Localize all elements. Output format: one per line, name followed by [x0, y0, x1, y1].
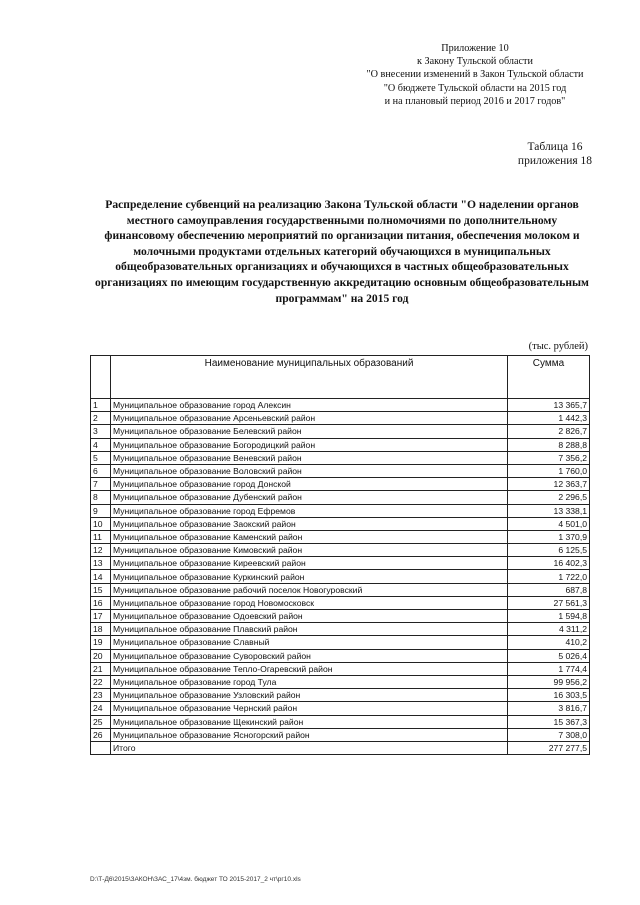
row-number: 16 [91, 596, 111, 609]
row-name: Муниципальное образование Славный [111, 636, 508, 649]
row-name: Муниципальное образование Дубенский район [111, 491, 508, 504]
table-reference [500, 140, 610, 168]
row-sum: 4 311,2 [508, 623, 590, 636]
file-path-footer: D:\Т-Д6\2015\ЗАКОН\ЗАС_17\4зм. бюджет ТО 2015-2017_2 чт\рг10.xls [90, 876, 301, 883]
row-name: Муниципальное образование Плавский район [111, 623, 508, 636]
row-number: 21 [91, 662, 111, 675]
row-name: Муниципальное образование Заокский район [111, 517, 508, 530]
row-number: 18 [91, 623, 111, 636]
row-number: 17 [91, 610, 111, 623]
row-name: Муниципальное образование Богородицкий район [111, 438, 508, 451]
row-name: Муниципальное образование город Новомосковск [111, 596, 508, 609]
header-number [91, 356, 111, 399]
table-row [91, 662, 590, 675]
row-name: Муниципальное образование город Тула [111, 675, 508, 688]
appendix-number: приложения 18 [517, 155, 593, 167]
row-sum: 1 370,9 [508, 530, 590, 543]
table-row [91, 530, 590, 543]
table-row [91, 610, 590, 623]
row-sum: 1 760,0 [508, 464, 590, 477]
row-number: 2 [91, 412, 111, 425]
row-number: 1 [91, 399, 111, 412]
table-row [91, 425, 590, 438]
row-sum: 4 501,0 [508, 517, 590, 530]
total-row [91, 741, 590, 754]
row-sum: 410,2 [508, 636, 590, 649]
row-number: 24 [91, 702, 111, 715]
row-sum: 13 338,1 [508, 504, 590, 517]
row-number: 7 [91, 478, 111, 491]
row-name: Муниципальное образование город Алексин [111, 399, 508, 412]
row-sum: 8 288,8 [508, 438, 590, 451]
row-name: Муниципальное образование Щекинский район [111, 715, 508, 728]
row-number: 10 [91, 517, 111, 530]
row-sum: 7 308,0 [508, 728, 590, 741]
row-number: 25 [91, 715, 111, 728]
row-number: 26 [91, 728, 111, 741]
row-number: 22 [91, 675, 111, 688]
row-name: Муниципальное образование Белевский район [111, 425, 508, 438]
total-number [91, 741, 111, 754]
table-number: Таблица 16 [527, 141, 583, 153]
row-name: Муниципальное образование Чернский район [111, 702, 508, 715]
table-row [91, 649, 590, 662]
row-number: 9 [91, 504, 111, 517]
table-row [91, 451, 590, 464]
row-number: 14 [91, 570, 111, 583]
table-row [91, 728, 590, 741]
table-row [91, 412, 590, 425]
table-row [91, 596, 590, 609]
row-sum: 12 363,7 [508, 478, 590, 491]
row-sum: 2 826,7 [508, 425, 590, 438]
row-sum: 2 296,5 [508, 491, 590, 504]
table-row [91, 583, 590, 596]
row-name: Муниципальное образование Арсеньевский район [111, 412, 508, 425]
row-name: Муниципальное образование рабочий поселок Новогуровский [111, 583, 508, 596]
row-number: 23 [91, 689, 111, 702]
row-sum: 6 125,5 [508, 544, 590, 557]
table-row [91, 675, 590, 688]
annex-line: и на плановый период 2016 и 2017 годов" [384, 95, 566, 107]
row-number: 11 [91, 530, 111, 543]
table-header-row [91, 356, 590, 399]
row-name: Муниципальное образование Киреевский район [111, 557, 508, 570]
row-number: 4 [91, 438, 111, 451]
annex-line: к Закону Тульской области [417, 56, 533, 68]
table-row [91, 570, 590, 583]
annex-line: "О бюджете Тульской области на 2015 год [383, 82, 567, 94]
table-row [91, 438, 590, 451]
row-number: 19 [91, 636, 111, 649]
row-sum: 1 442,3 [508, 412, 590, 425]
row-name: Муниципальное образование Тепло-Огаревский район [111, 662, 508, 675]
row-sum: 16 402,3 [508, 557, 590, 570]
row-sum: 1 774,4 [508, 662, 590, 675]
header-sum: Сумма [508, 356, 590, 399]
annex-line: "О внесении изменений в Закон Тульской области [366, 69, 584, 81]
total-sum: 277 277,5 [508, 741, 590, 754]
table-row [91, 491, 590, 504]
row-sum: 3 816,7 [508, 702, 590, 715]
table-row [91, 715, 590, 728]
table-row [91, 504, 590, 517]
table-row [91, 636, 590, 649]
row-number: 15 [91, 583, 111, 596]
table-row [91, 464, 590, 477]
row-name: Муниципальное образование город Донской [111, 478, 508, 491]
table-row [91, 478, 590, 491]
total-label: Итого [111, 741, 508, 754]
row-name: Муниципальное образование Ясногорский район [111, 728, 508, 741]
row-sum: 1 722,0 [508, 570, 590, 583]
annex-line: Приложение 10 [441, 43, 509, 54]
row-number: 5 [91, 451, 111, 464]
header-name: Наименование муниципальных образований [111, 356, 508, 399]
row-sum: 15 367,3 [508, 715, 590, 728]
table-row [91, 544, 590, 557]
row-sum: 16 303,5 [508, 689, 590, 702]
table-row [91, 623, 590, 636]
annex-header [330, 42, 620, 108]
row-name: Муниципальное образование Узловский район [111, 689, 508, 702]
row-number: 12 [91, 544, 111, 557]
row-number: 13 [91, 557, 111, 570]
row-name: Муниципальное образование Одоевский район [111, 610, 508, 623]
row-sum: 1 594,8 [508, 610, 590, 623]
document-title: Распределение субвенций на реализацию Закона Тульской области "О наделении органов местного самоуправления государственными полномочиями по дополнительному финансовому обеспечению мероприятий по организации питания, обеспечения молоком и молочными продуктами отдельных категорий обучающихся в муниципальных общеобразовательных организациях и обучающихся в частных общеобразовательных организациях по имеющим государственную аккредитацию основным общеобразовательным программам" на 2015 год [95, 198, 589, 305]
row-name: Муниципальное образование Суворовский район [111, 649, 508, 662]
row-number: 8 [91, 491, 111, 504]
row-sum: 99 956,2 [508, 675, 590, 688]
table-body [91, 399, 590, 742]
row-sum: 27 561,3 [508, 596, 590, 609]
table-row [91, 702, 590, 715]
table-row [91, 689, 590, 702]
row-name: Муниципальное образование Куркинский район [111, 570, 508, 583]
table-row [91, 517, 590, 530]
row-sum: 13 365,7 [508, 399, 590, 412]
table-row [91, 399, 590, 412]
row-number: 6 [91, 464, 111, 477]
row-name: Муниципальное образование Кимовский район [111, 544, 508, 557]
row-name: Муниципальное образование Воловский район [111, 464, 508, 477]
row-sum: 7 356,2 [508, 451, 590, 464]
row-name: Муниципальное образование Веневский район [111, 451, 508, 464]
row-sum: 5 026,4 [508, 649, 590, 662]
unit-label: (тыс. рублей) [528, 341, 588, 352]
distribution-table [90, 355, 590, 755]
row-name: Муниципальное образование город Ефремов [111, 504, 508, 517]
row-name: Муниципальное образование Каменский район [111, 530, 508, 543]
row-number: 20 [91, 649, 111, 662]
row-sum: 687,8 [508, 583, 590, 596]
table-row [91, 557, 590, 570]
row-number: 3 [91, 425, 111, 438]
